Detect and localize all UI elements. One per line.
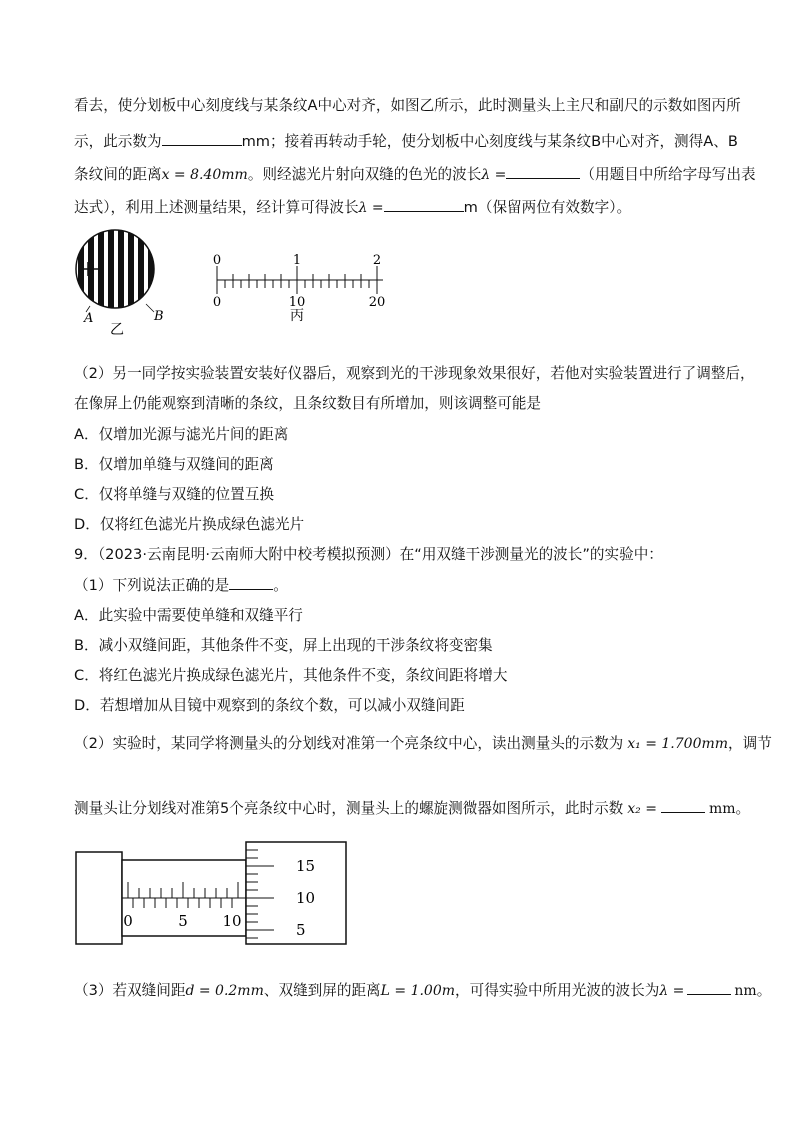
- bottom-label-20: 20: [368, 295, 386, 310]
- formula-x: x = 8.40mm: [161, 167, 248, 183]
- q9-heading: 9．（2023·云南昆明·云南师大附中校考模拟预测）在“用双缝干涉测量光的波长”的实验中：: [74, 546, 663, 563]
- formula-d: d = 0.2mm: [185, 983, 264, 999]
- sleeve-label-10: 10: [222, 912, 242, 930]
- answer-blank-expression[interactable]: [506, 164, 580, 179]
- top-label-1: 1: [292, 253, 302, 268]
- answer-blank-wavelength[interactable]: [384, 197, 464, 212]
- thimble-label-5: 5: [296, 921, 306, 939]
- answer-blank-nm[interactable]: [687, 980, 731, 995]
- text: ，可得实验中所用光波的波长为: [455, 982, 660, 999]
- thimble-label-15: 15: [296, 857, 316, 875]
- text: （1）下列说法正确的是: [74, 577, 230, 594]
- q9-option-a[interactable]: A．此实验中需要使单缝和双缝平行: [74, 607, 303, 624]
- top-label-0: 0: [212, 253, 222, 268]
- text: ，调节: [728, 735, 772, 752]
- answer-blank-q9-1[interactable]: [229, 575, 273, 590]
- text: 、双缝到屏的距离: [263, 982, 381, 999]
- text: （3）若双缝间距: [74, 982, 186, 999]
- text: 。: [273, 577, 288, 594]
- label-a: A: [84, 311, 94, 326]
- answer-blank-x2[interactable]: [661, 798, 705, 813]
- figure-fringe-view: [74, 226, 174, 338]
- unit-nm: nm: [734, 983, 757, 999]
- text: 。则经滤光片射向双缝的色光的波长: [247, 166, 482, 183]
- q8-text-line-1: 看去，使分划板中心刻度线与某条纹A中心对齐，如图乙所示，此时测量头上主尺和副尺的示数如图丙所: [74, 97, 741, 114]
- text: 测量头让分划线对准第5个亮条纹中心时，测量头上的螺旋测微器如图所示，此时示数: [74, 800, 624, 817]
- q9-option-c[interactable]: C．将红色滤光片换成绿色滤光片，其他条件不变，条纹间距将增大: [74, 667, 508, 684]
- figure-vernier-scale: [205, 252, 400, 322]
- q8-text-line-2: [74, 131, 738, 152]
- vernier-ticks: [217, 266, 383, 294]
- thimble-label-10: 10: [296, 889, 316, 907]
- q9-part3: [74, 980, 771, 1001]
- text: mm；接着再转动手轮，使分划板中心刻度线与某条纹B中心对齐，测得A、B: [241, 133, 738, 150]
- formula-lambda: λ =: [659, 983, 685, 999]
- q9-part2-line-2: [74, 798, 750, 819]
- q8-part2-line-1: （2）另一同学按实验装置安装好仪器后，观察到光的干涉现象效果很好，若他对实验装置进行了调整后，: [74, 365, 755, 382]
- text: （2）实验时，某同学将测量头的分划线对准第一个亮条纹中心，读出测量头的示数为: [74, 735, 624, 752]
- answer-blank-reading[interactable]: [162, 131, 242, 146]
- q8-text-line-4: [74, 197, 631, 218]
- q8-option-b[interactable]: B．仅增加单缝与双缝间的距离: [74, 456, 274, 473]
- q9-part2-line-1: [74, 734, 772, 754]
- q8-part2-line-2: 在像屏上仍能观察到清晰的条纹，且条纹数目有所增加，则该调整可能是: [74, 395, 542, 412]
- q9-part1: [74, 575, 288, 596]
- caption-yi: 乙: [110, 322, 124, 338]
- text: 示，此示数为: [74, 133, 162, 150]
- formula-lambda: λ =: [481, 167, 507, 183]
- label-b: B: [154, 309, 164, 324]
- q8-option-c[interactable]: C．仅将单缝与双缝的位置互换: [74, 486, 274, 503]
- q9-option-b[interactable]: B．减小双缝间距，其他条件不变，屏上出现的干涉条纹将变密集: [74, 637, 493, 654]
- formula-l: L = 1.00m: [380, 983, 456, 999]
- text: （用题目中所给字母写出表: [580, 166, 756, 183]
- top-label-2: 2: [372, 253, 382, 268]
- sleeve-label-0: 0: [123, 912, 133, 930]
- q8-option-d[interactable]: D．仅将红色滤光片换成绿色滤光片: [74, 516, 305, 533]
- text: 达式），利用上述测量结果，经计算可得波长: [74, 199, 359, 216]
- text: 条纹间的距离: [74, 166, 162, 183]
- q8-option-a[interactable]: A．仅增加光源与滤光片间的距离: [74, 426, 289, 443]
- formula-x1: x₁ = 1.700mm: [627, 736, 729, 752]
- bottom-label-10: 10: [288, 295, 306, 310]
- bottom-label-0: 0: [212, 295, 222, 310]
- micrometer-frame: [76, 852, 122, 944]
- formula-x2: x₂ =: [627, 801, 657, 817]
- text: 。: [756, 982, 772, 999]
- caption-bing: 丙: [290, 308, 304, 322]
- sleeve-label-5: 5: [178, 912, 188, 930]
- formula-lambda: λ =: [358, 200, 384, 216]
- unit-mm: mm: [708, 801, 736, 817]
- q8-text-line-3: [74, 164, 756, 185]
- text: 。: [735, 800, 751, 817]
- q9-option-d[interactable]: D．若想增加从目镜中观察到的条纹个数，可以减小双缝间距: [74, 697, 465, 714]
- figure-micrometer: [74, 838, 350, 948]
- text: m（保留两位有效数字）。: [463, 199, 632, 216]
